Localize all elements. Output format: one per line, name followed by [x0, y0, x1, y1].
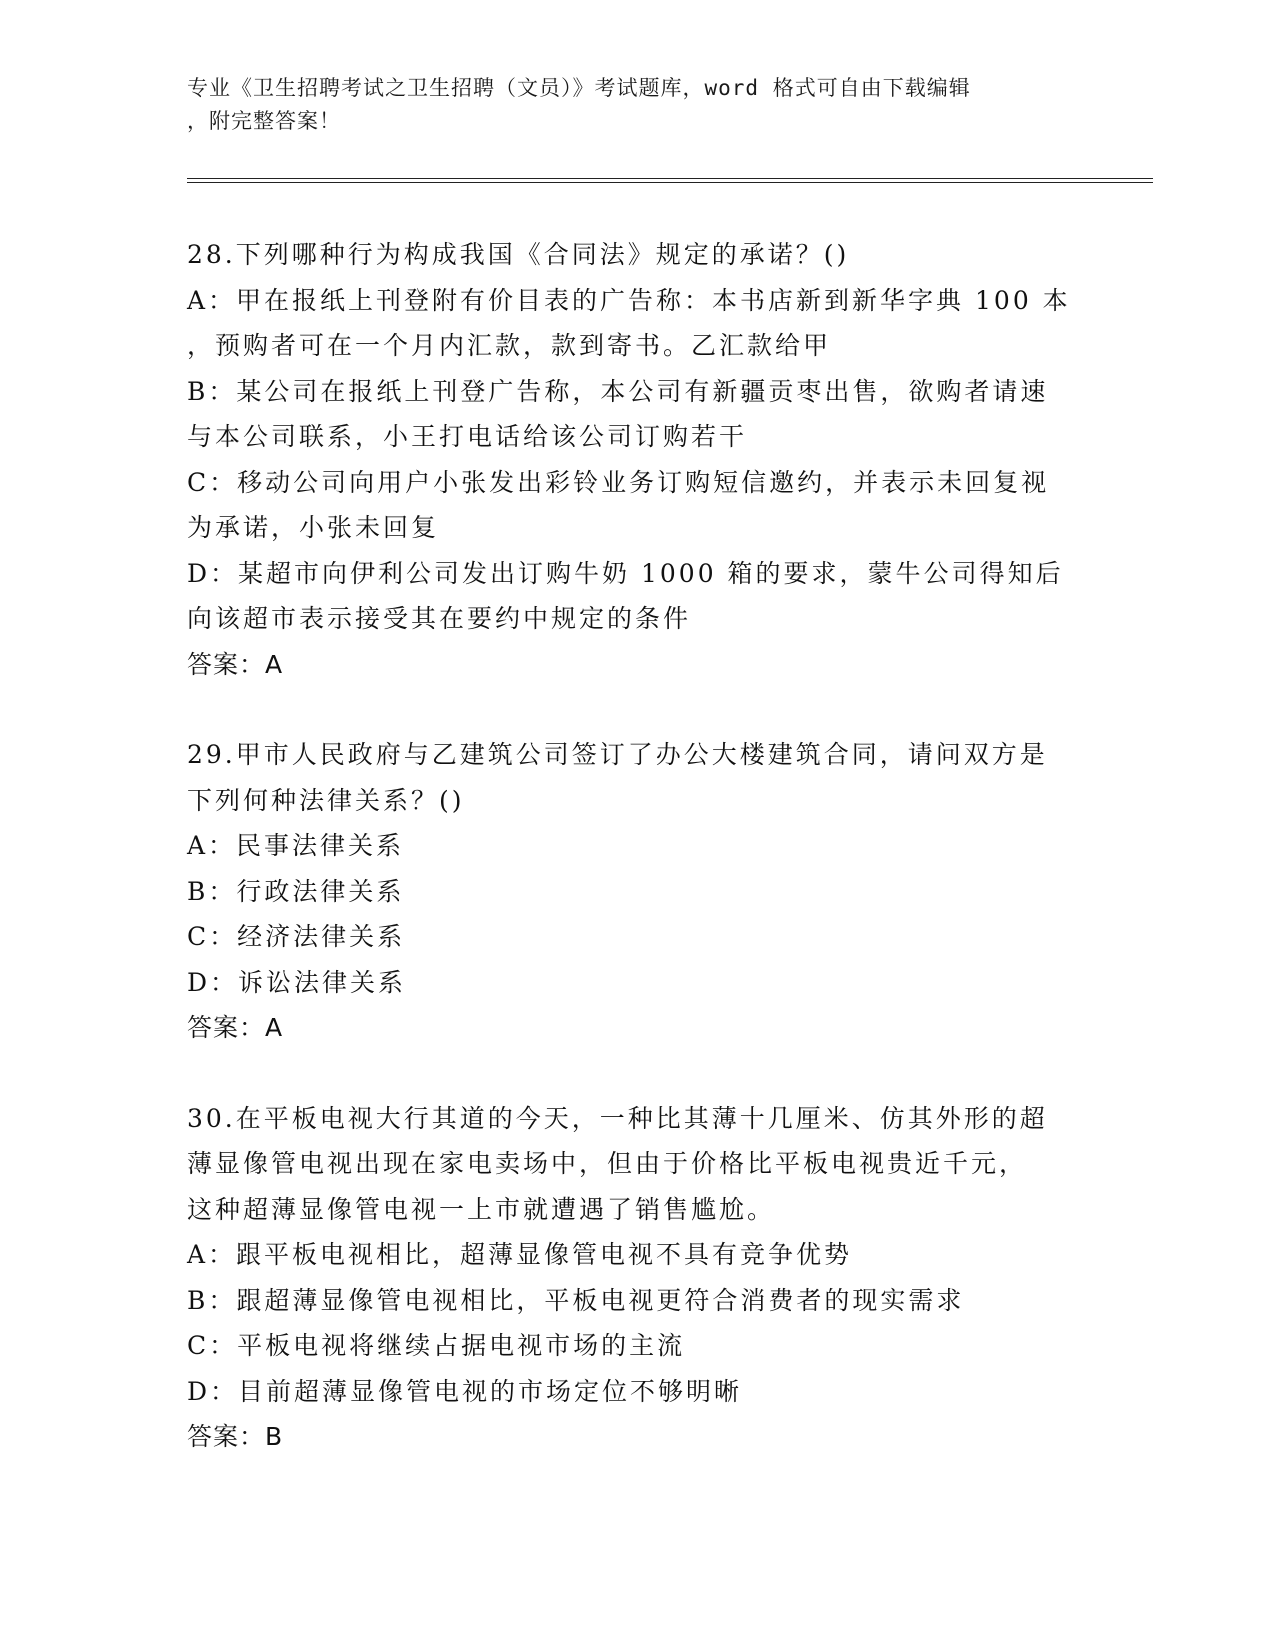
option-b: B：行政法律关系: [187, 876, 405, 906]
option-d: D：诉讼法律关系: [187, 967, 407, 997]
option-b: B：跟超薄显像管电视相比，平板电视更符合消费者的现实需求: [187, 1285, 965, 1315]
option-d: 向该超市表示接受其在要约中规定的条件: [187, 604, 692, 633]
option-b: 与本公司联系，小王打电话给该公司订购若干: [187, 422, 748, 451]
question-stem: 28.下列哪种行为构成我国《合同法》规定的承诺？(): [187, 240, 850, 269]
question-28: [187, 232, 1071, 687]
question-stem: 薄显像管电视出现在家电卖场中，但由于价格比平板电视贵近千元，: [187, 1149, 1028, 1178]
header-line: 专业《卫生招聘考试之卫生招聘（文员）》考试题库，word 格式可自由下载编辑: [187, 76, 971, 100]
question-stem: 这种超薄显像管电视一上市就遭遇了销售尴尬。: [187, 1194, 776, 1224]
question-stem: 30.在平板电视大行其道的今天，一种比其薄十几厘米、仿其外形的超: [187, 1103, 1048, 1133]
header-line: ，附完整答案！: [187, 109, 341, 133]
option-a: A：甲在报纸上刊登附有价目表的广告称：本书店新到新华字典 100 本: [187, 285, 1071, 315]
option-a: A：跟平板电视相比，超薄显像管电视不具有竞争优势: [187, 1240, 853, 1269]
page-header: [187, 72, 1067, 138]
question-stem: 29.甲市人民政府与乙建筑公司签订了办公大楼建筑合同，请问双方是: [187, 740, 1048, 769]
option-a: ，预购者可在一个月内汇款，款到寄书。乙汇款给甲: [187, 331, 832, 360]
option-d: D：目前超薄显像管电视的市场定位不够明晰: [187, 1376, 743, 1406]
option-c: C：平板电视将继续占据电视市场的主流: [187, 1331, 686, 1360]
option-b: B：某公司在报纸上刊登广告称，本公司有新疆贡枣出售，欲购者请速: [187, 376, 1049, 406]
question-29: [187, 732, 1067, 1051]
answer-label: 答案：B: [187, 1422, 284, 1451]
question-30: [187, 1096, 1067, 1460]
option-c: C：移动公司向用户小张发出彩铃业务订购短信邀约，并表示未回复视: [187, 467, 1050, 497]
header-divider: [187, 178, 1153, 179]
option-c: C：经济法律关系: [187, 922, 406, 951]
question-stem: 下列何种法律关系？(): [187, 785, 465, 815]
answer-label: 答案：A: [187, 649, 284, 679]
option-c: 为承诺，小张未回复: [187, 513, 440, 542]
option-d: D：某超市向伊利公司发出订购牛奶 1000 箱的要求，蒙牛公司得知后: [187, 558, 1064, 588]
option-a: A：民事法律关系: [187, 831, 405, 860]
question-list: [187, 232, 1071, 1505]
answer-label: 答案：A: [187, 1013, 284, 1042]
header-divider: [187, 182, 1153, 183]
